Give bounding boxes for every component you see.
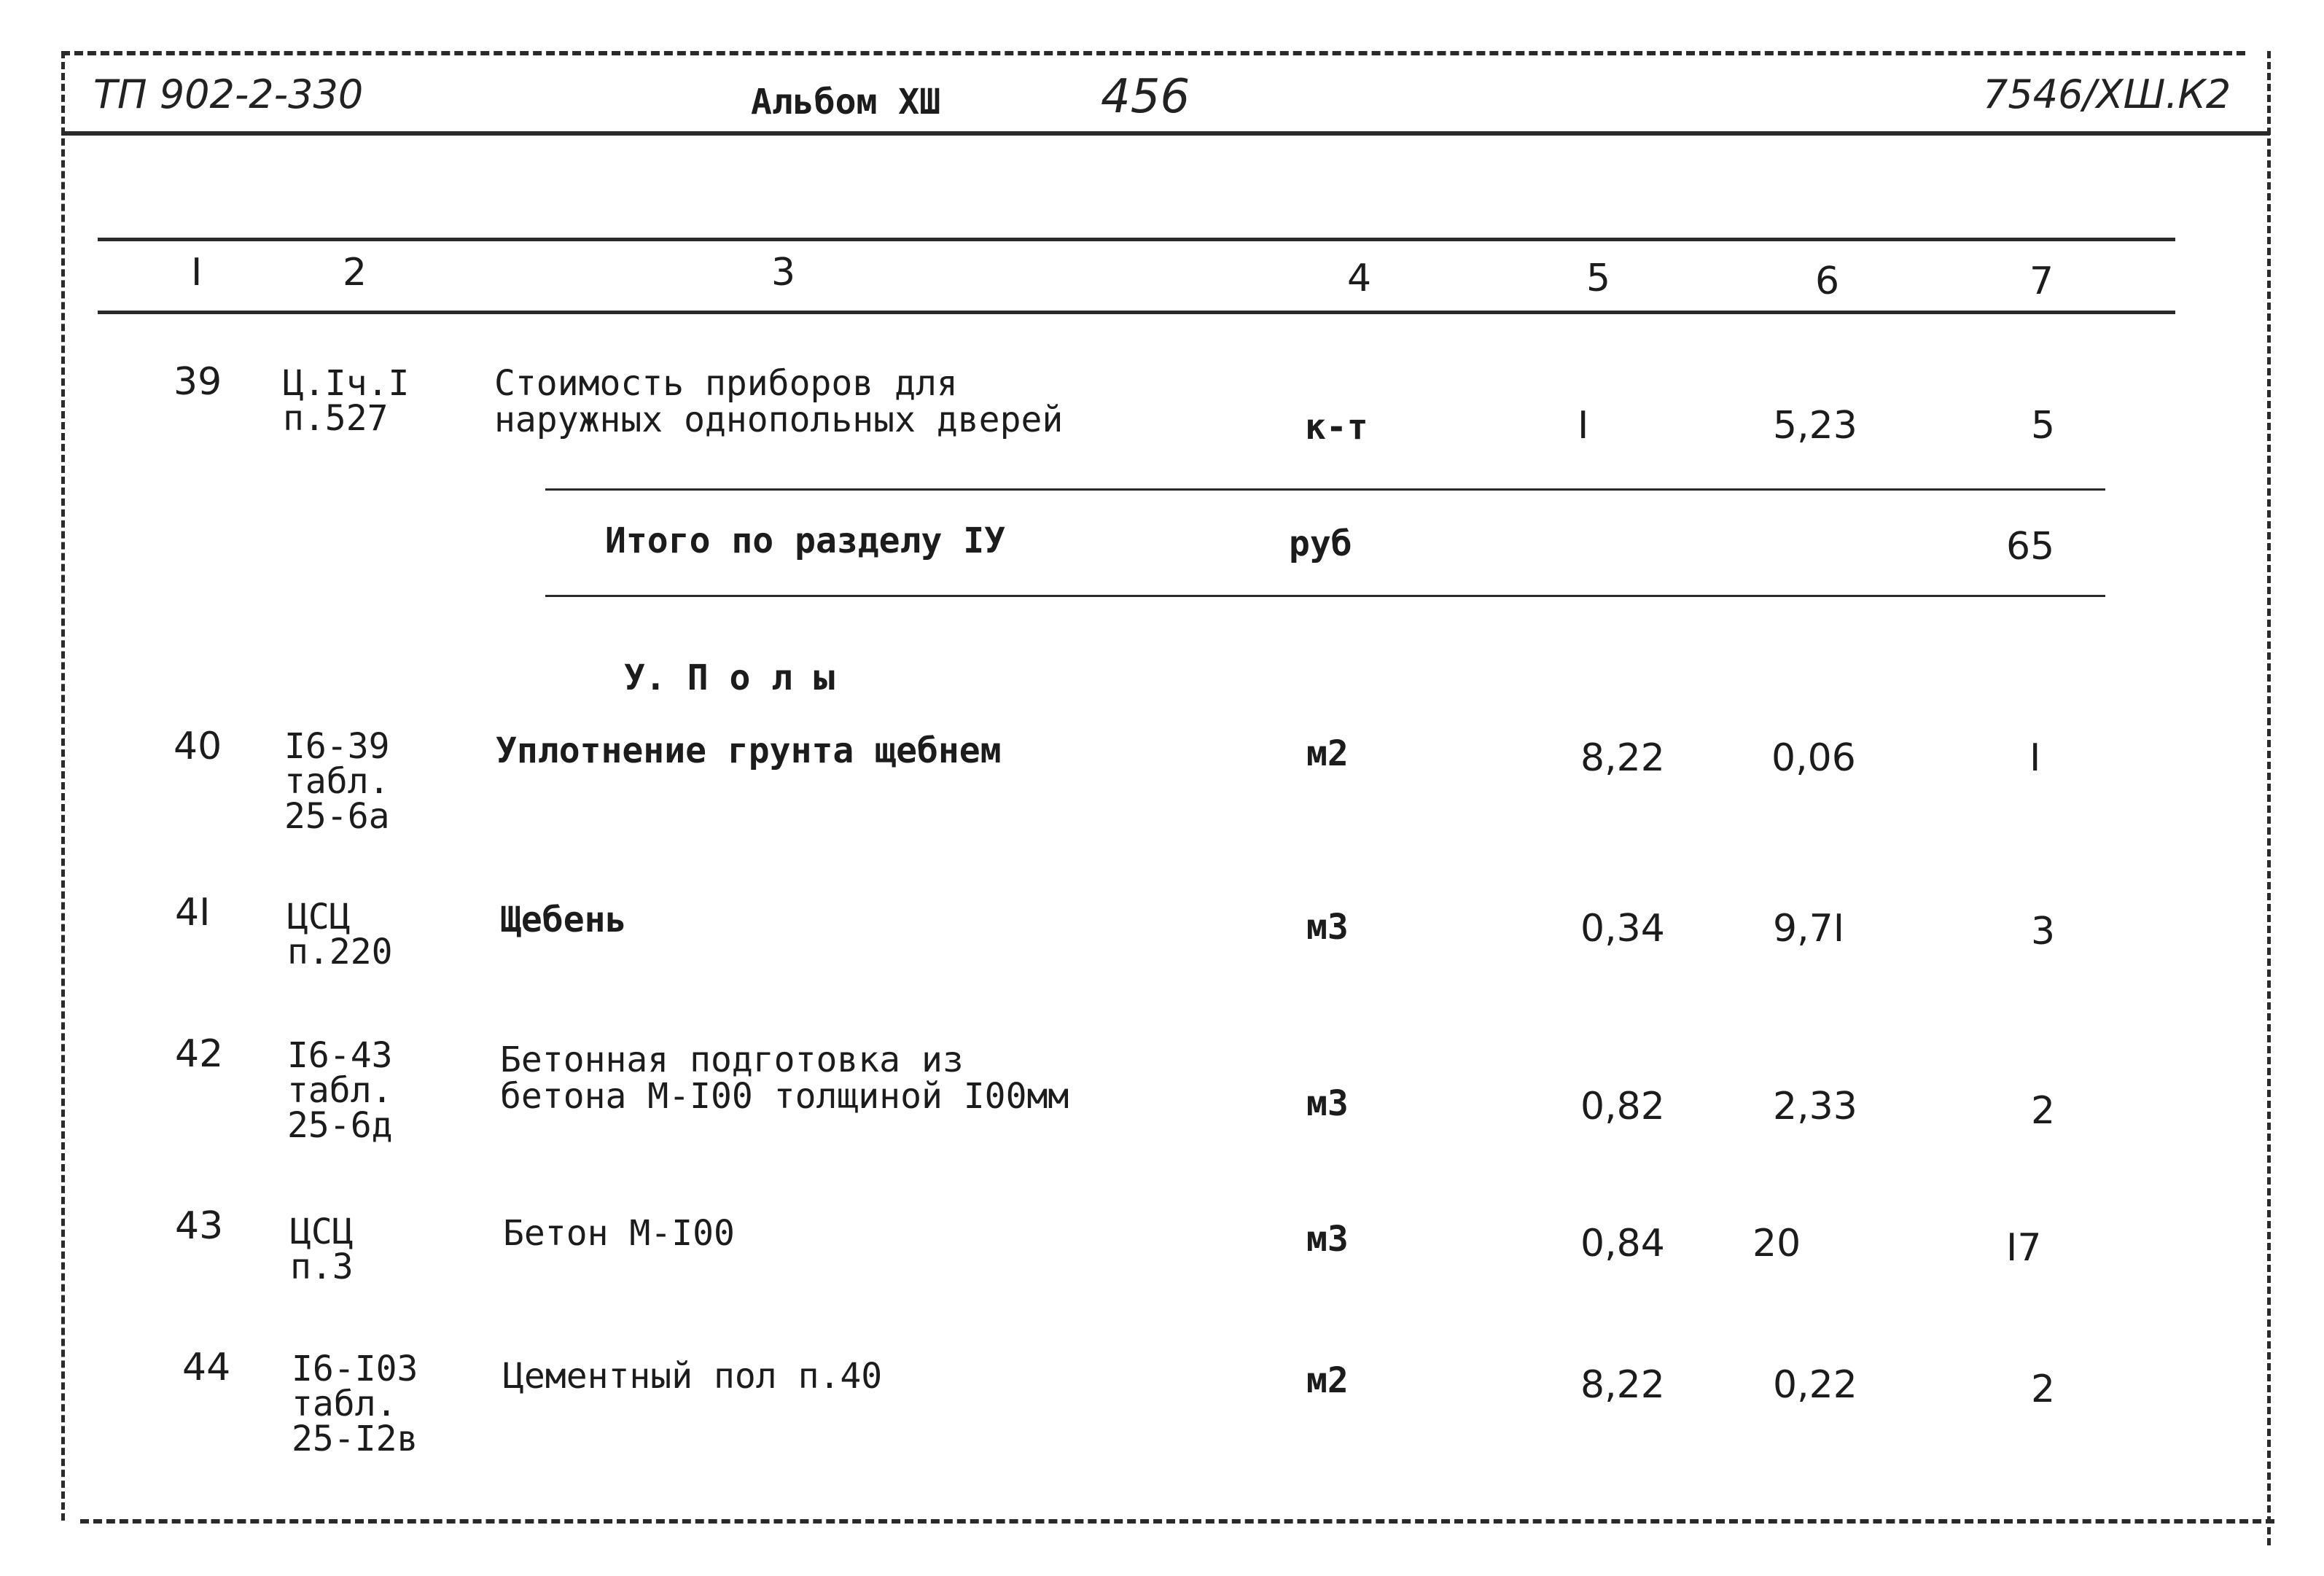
- row-code-line: п.527: [283, 398, 389, 439]
- row-total: 5: [2031, 404, 2056, 448]
- row-name-line: наружных однопольных дверей: [494, 399, 1064, 440]
- row-name-line: Цементный пол п.40: [503, 1356, 883, 1397]
- section-title: У. П о л ы: [624, 658, 835, 698]
- row-total: I7: [2006, 1226, 2042, 1270]
- row-number: 44: [182, 1346, 231, 1389]
- frame-left-border: [61, 51, 65, 1521]
- row-number: 39: [173, 360, 222, 404]
- row-unit: к-т: [1305, 407, 1368, 448]
- row-name-line: Бетонная подготовка из: [500, 1039, 964, 1080]
- row-code-line: 25-6д: [287, 1105, 393, 1146]
- row-unit: м2: [1306, 1360, 1349, 1401]
- row-number: 4I: [175, 891, 211, 935]
- col-header-1: I: [191, 251, 203, 294]
- row-name-line: Щебень: [500, 900, 627, 940]
- row-price: 2,33: [1773, 1085, 1857, 1128]
- row-total: I: [2029, 736, 2041, 780]
- row-qty: 8,22: [1580, 736, 1665, 780]
- subtotal-top-rule: [545, 488, 2105, 491]
- row-name-line: Бетон М-I00: [503, 1213, 735, 1254]
- row-code-line: I6-39: [284, 726, 390, 767]
- row-price: 0,22: [1773, 1363, 1857, 1407]
- row-number: 43: [175, 1204, 224, 1248]
- row-price: 5,23: [1773, 404, 1857, 448]
- row-qty: 0,82: [1580, 1085, 1665, 1128]
- row-code-line: ЦСЦ: [287, 897, 351, 937]
- row-code-line: п.220: [287, 932, 393, 972]
- row-qty: 0,84: [1580, 1222, 1665, 1265]
- row-unit: м3: [1306, 1219, 1349, 1260]
- row-code-line: табл.: [284, 761, 390, 802]
- subtotal-unit: руб: [1289, 523, 1352, 564]
- row-code-line: 25-I2в: [292, 1419, 418, 1459]
- row-code-line: 25-6а: [284, 796, 390, 837]
- row-number: 40: [173, 725, 222, 768]
- table-top-rule: [98, 238, 2175, 241]
- col-header-6: 6: [1815, 260, 1840, 303]
- inventory-number: 7546/ХШ.К2: [1983, 71, 2231, 117]
- subtotal-total: 65: [2006, 525, 2055, 569]
- col-header-5: 5: [1586, 257, 1611, 300]
- row-code-line: табл.: [287, 1070, 393, 1111]
- frame-right-border: [2267, 51, 2271, 1545]
- row-name-line: бетона М-I00 толщиной I00мм: [500, 1076, 1069, 1117]
- row-price: 20: [1752, 1222, 1801, 1265]
- col-header-4: 4: [1347, 257, 1372, 300]
- subtotal-bottom-rule: [545, 595, 2105, 597]
- row-qty: I: [1578, 404, 1589, 448]
- row-unit: м3: [1306, 907, 1349, 948]
- row-qty: 0,34: [1580, 907, 1665, 951]
- row-price: 0,06: [1771, 736, 1856, 780]
- row-unit: м3: [1306, 1083, 1349, 1124]
- row-total: 2: [2031, 1368, 2056, 1411]
- row-qty: 8,22: [1580, 1363, 1665, 1407]
- row-total: 3: [2031, 910, 2056, 953]
- col-header-7: 7: [2029, 260, 2054, 303]
- album-label: Альбом ХШ: [751, 82, 941, 122]
- row-price: 9,7I: [1773, 907, 1845, 951]
- row-name-line: Уплотнение грунта щебнем: [496, 730, 1002, 771]
- doc-code: ТП 902-2-330: [93, 71, 364, 117]
- page-number: 456: [1101, 70, 1190, 124]
- row-code-line: ЦСЦ: [290, 1212, 354, 1252]
- row-unit: м2: [1306, 733, 1349, 774]
- subtotal-label: Итого по разделу IУ: [605, 520, 1006, 561]
- row-code-line: п.3: [290, 1247, 354, 1287]
- row-name-line: Стоимость приборов для: [494, 363, 958, 404]
- col-header-2: 2: [343, 251, 367, 294]
- row-number: 42: [175, 1032, 224, 1076]
- title-block-rule: [61, 131, 2270, 136]
- row-code-line: I6-I03: [292, 1349, 418, 1389]
- frame-bottom-border: [80, 1519, 2274, 1524]
- row-code-line: I6-43: [287, 1035, 393, 1076]
- table-header-rule: [98, 311, 2175, 314]
- frame-top-border: [61, 51, 2245, 55]
- row-total: 2: [2031, 1089, 2056, 1133]
- row-code-line: табл.: [292, 1384, 397, 1424]
- col-header-3: 3: [771, 251, 796, 294]
- row-code-line: Ц.Iч.I: [283, 363, 410, 404]
